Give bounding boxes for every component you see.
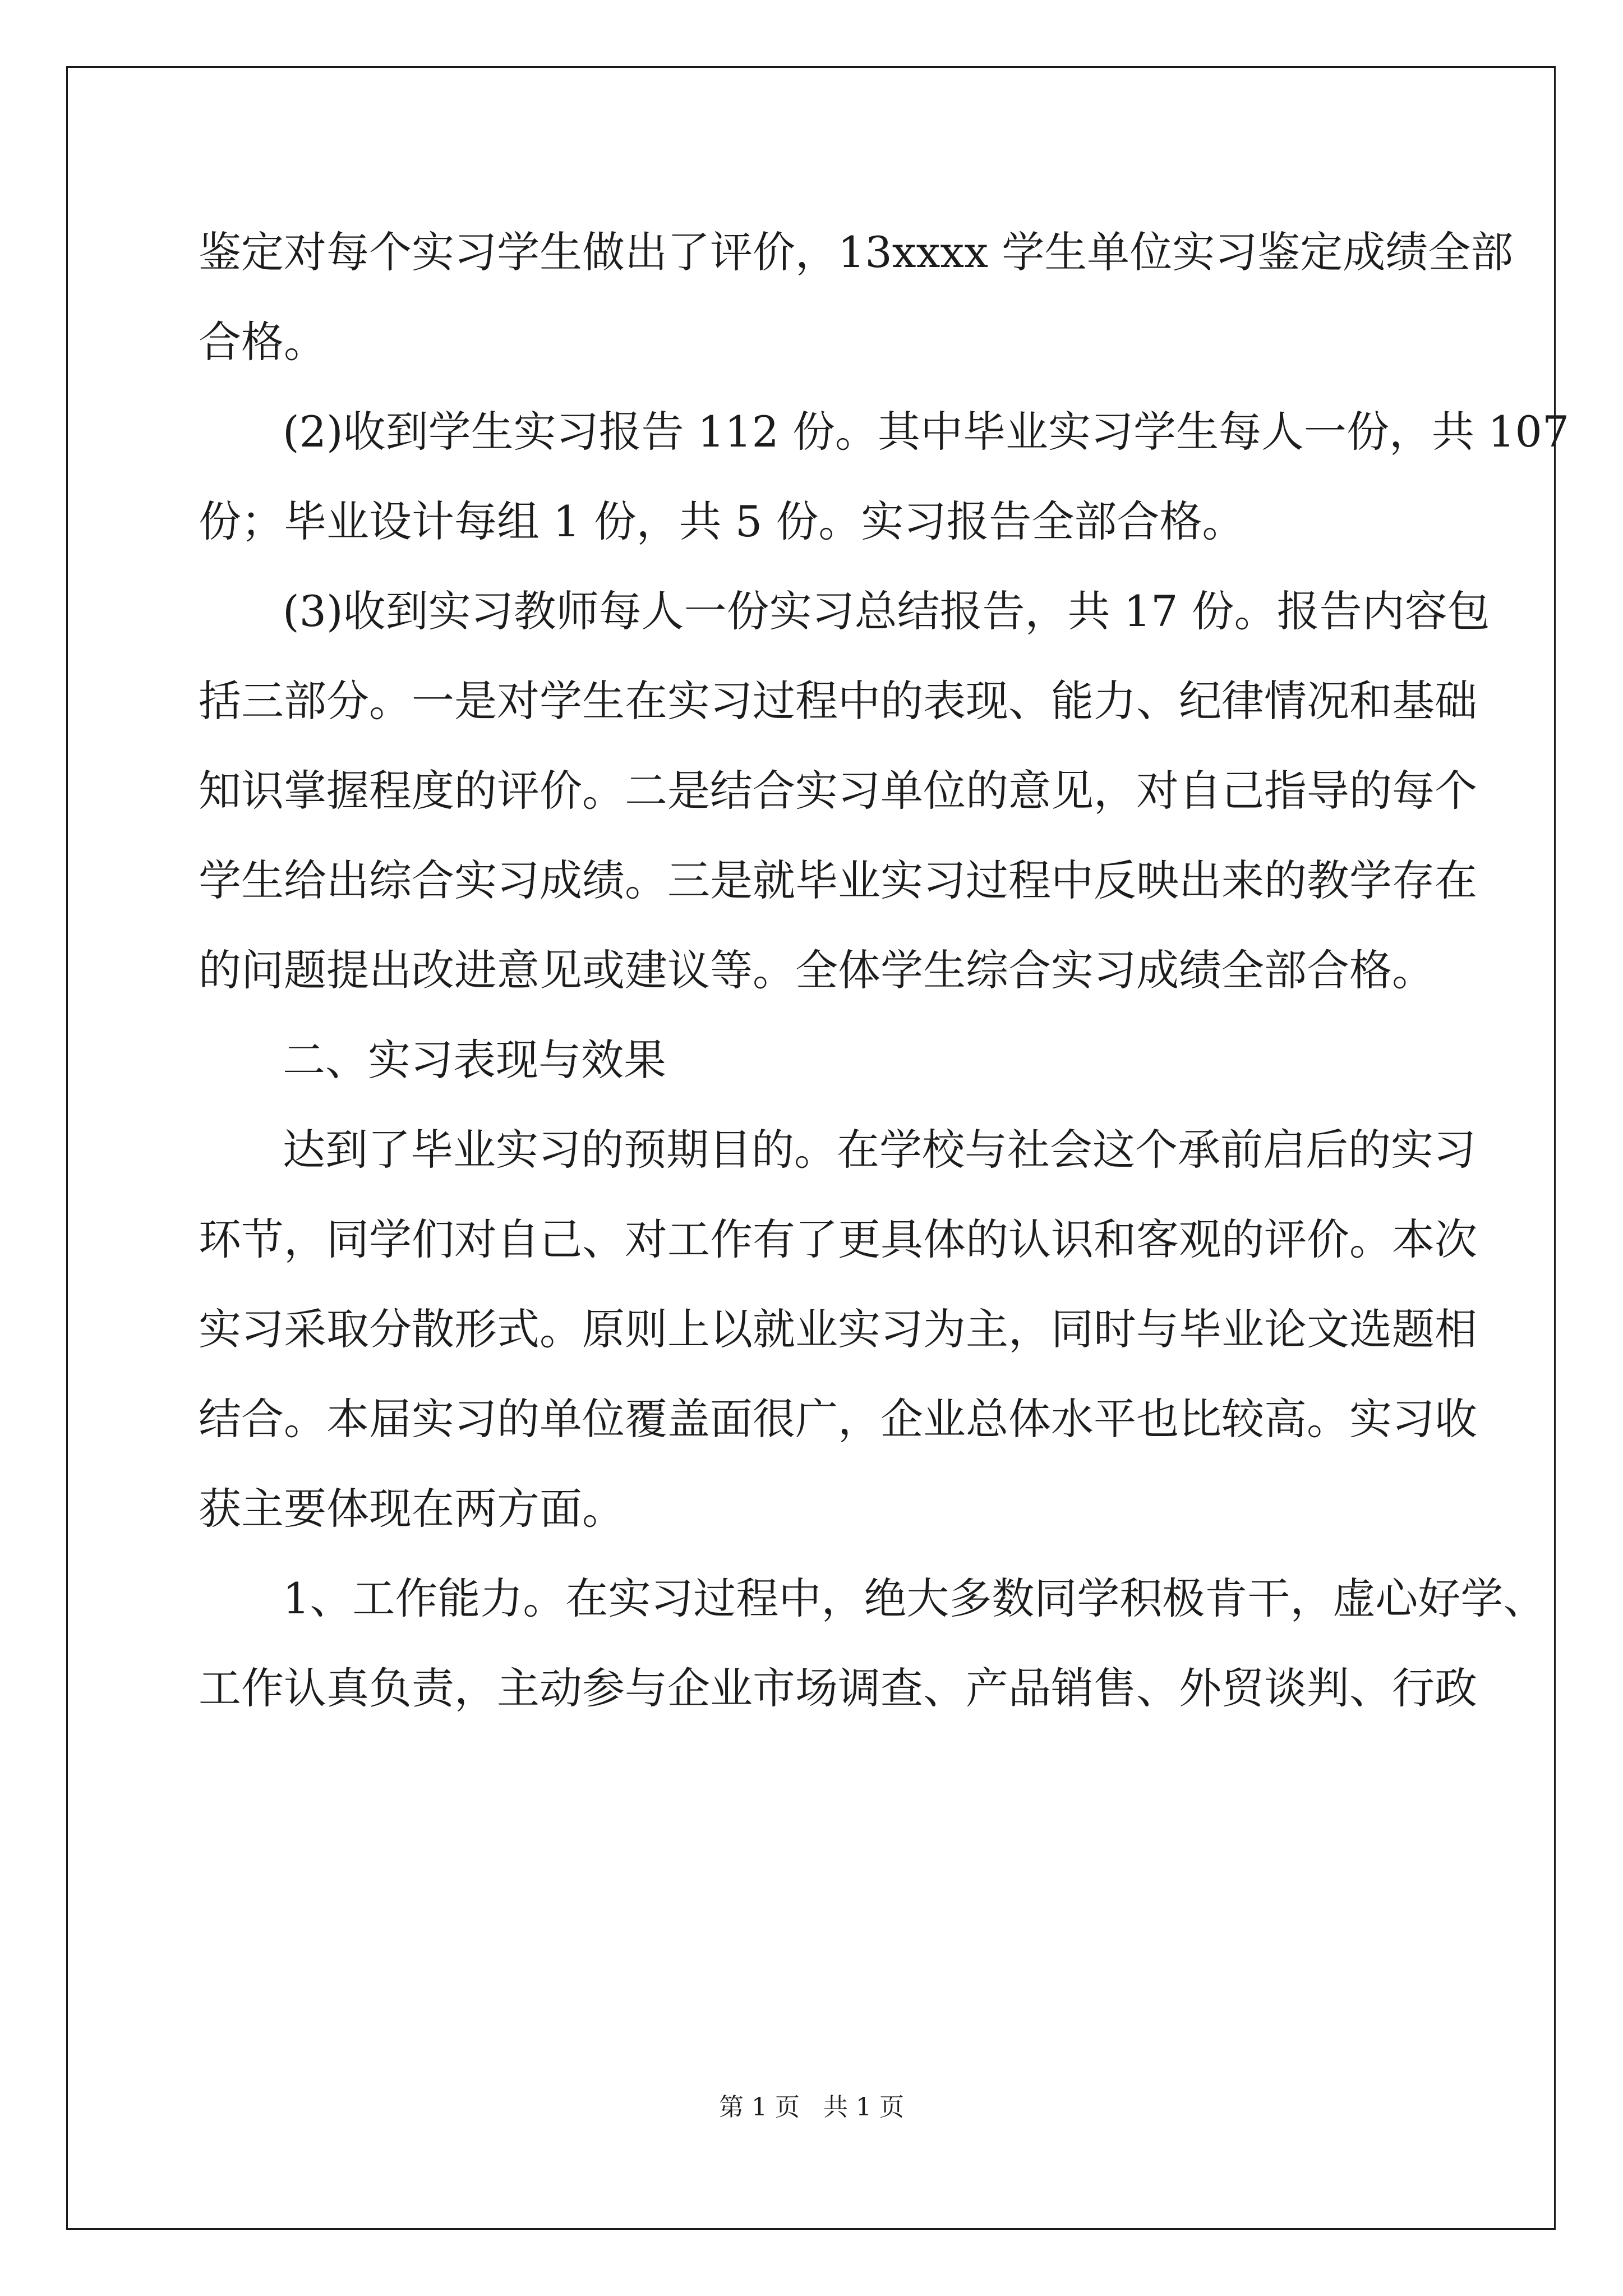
body-line: 环节，同学们对自己、对工作有了更具体的认识和客观的评价。本次: [199, 1214, 1477, 1264]
body-line: 鉴定对每个实习学生做出了评价，13xxxx 学生单位实习鉴定成绩全部: [199, 227, 1514, 277]
body-line: 1、工作能力。在实习过程中，绝大多数同学积极肯干，虚心好学、: [283, 1573, 1546, 1623]
body-line: 获主要体现在两方面。: [199, 1484, 625, 1534]
section-heading: 二、实习表现与效果: [283, 1035, 666, 1085]
page-number: 第 1 页: [719, 2093, 800, 2122]
page-total: 共 1 页: [823, 2093, 904, 2122]
body-line: (2)收到学生实习报告 112 份。其中毕业实习学生每人一份，共 107: [283, 407, 1570, 457]
page-footer: [0, 2087, 1623, 2123]
body-line: 知识掌握程度的评价。二是结合实习单位的意见，对自己指导的每个: [199, 766, 1477, 816]
body-line: 括三部分。一是对学生在实习过程中的表现、能力、纪律情况和基础: [199, 676, 1477, 726]
body-line: 实习采取分散形式。原则上以就业实习为主，同时与毕业论文选题相: [199, 1304, 1477, 1354]
document-body: [199, 208, 1570, 1733]
body-line: 学生给出综合实习成绩。三是就毕业实习过程中反映出来的教学存在: [199, 855, 1477, 905]
body-line: 份；毕业设计每组 1 份，共 5 份。实习报告全部合格。: [199, 496, 1245, 546]
body-line: 达到了毕业实习的预期目的。在学校与社会这个承前启后的实习: [283, 1125, 1476, 1175]
body-line: 合格。: [199, 317, 326, 367]
body-line: 结合。本届实习的单位覆盖面很广，企业总体水平也比较高。实习收: [199, 1394, 1477, 1444]
body-line: 工作认真负责，主动参与企业市场调查、产品销售、外贸谈判、行政: [199, 1663, 1477, 1713]
body-line: (3)收到实习教师每人一份实习总结报告，共 17 份。报告内容包: [283, 586, 1490, 636]
body-line: 的问题提出改进意见或建议等。全体学生综合实习成绩全部合格。: [199, 945, 1435, 995]
